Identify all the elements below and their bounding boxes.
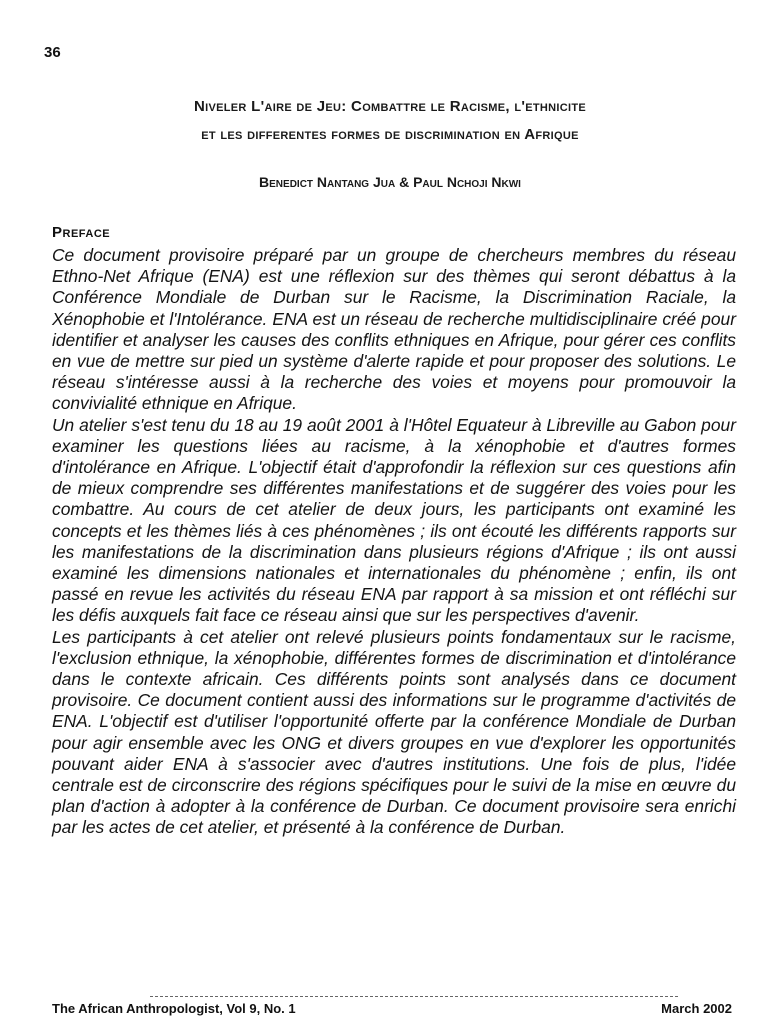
paragraph: Un atelier s'est tenu du 18 au 19 août 2001 à l'Hôtel Equateur à Libreville au Gabon pour examiner les questions liées au racisme, à la xénophobie et d'autres formes d'intolérance en Afrique. L'objectif était d'approfondir la réflexion sur ces questions afin de mieux comprendre ses différentes manifestations et de suggérer des voies pour les combattre. Au cours de cet atelier de deux jours, les participants ont examiné les concepts et les thèmes liés à ces phénomènes ; ils ont écouté les différents rapports sur les manifestations de la discrimination dans plusieurs régions d'Afrique ; ils ont aussi examiné les dimensions nationales et internationales du phénomène ; enfin, ils ont passé en revue les activités du réseau ENA par rapport à sa mission et ont réfléchi sur les défis auxquels fait face ce réseau ainsi que sur les perspectives d'avenir. — [52, 414, 736, 626]
footer-divider — [150, 996, 678, 997]
paragraph: Ce document provisoire préparé par un groupe de chercheurs membres du réseau Ethno-Net Afrique (ENA) est une réflexion sur des thèmes qui seront débattus à la Conférence Mondiale de Durban sur le Racisme, la Discrimination Raciale, la Xénophobie et l'Intolérance. ENA est un réseau de recherche multidisciplinaire créé pour identifier et analyser les causes des conflits ethniques en Afrique, pour gérer ces conflits en vue de mettre sur pied un système d'alerte rapide et pour proposer des solutions. Le réseau s'intéresse aussi à la recherche des voies et moyens pour promouvoir la convivialité ethnique en Afrique. — [52, 245, 736, 414]
article-authors: Benedict Nantang Jua & Paul Nchoji Nkwi — [259, 174, 521, 190]
page-number: 36 — [44, 44, 61, 61]
section-heading: Preface — [52, 224, 111, 241]
article-title-line-1: Niveler L'aire de Jeu: Combattre le Racisme, l'ethnicite — [194, 98, 586, 115]
footer-date: March 2002 — [661, 1001, 732, 1016]
footer-journal: The African Anthropologist, Vol 9, No. 1 — [52, 1001, 296, 1016]
section-body — [52, 245, 736, 839]
article-title — [60, 93, 720, 149]
paragraph: Les participants à cet atelier ont relevé plusieurs points fondamentaux sur le racisme, l'exclusion ethnique, la xénophobie, différentes formes de discrimination et d'intolérance dans le contexte africain. Ces différents points sont analysés dans ce document provisoire. Ce document contient aussi des informations sur le programme d'activités de ENA. L'objectif est d'utiliser l'opportunité offerte par la conférence Mondiale de Durban pour agir ensemble avec les ONG et divers groupes en vue d'explorer les opportunités pouvant aider ENA à s'associer avec d'autres institutions. Une fois de plus, l'idée centrale est de circonscrire des régions spécifiques pour le suivi de la mise en œuvre du plan d'action à adopter à la conférence de Durban. Ce document provisoire sera enrichi par les actes de cet atelier, et présenté à la conférence de Durban. — [52, 626, 736, 838]
article-title-line-2: et les differentes formes de discrimination en Afrique — [201, 126, 579, 143]
